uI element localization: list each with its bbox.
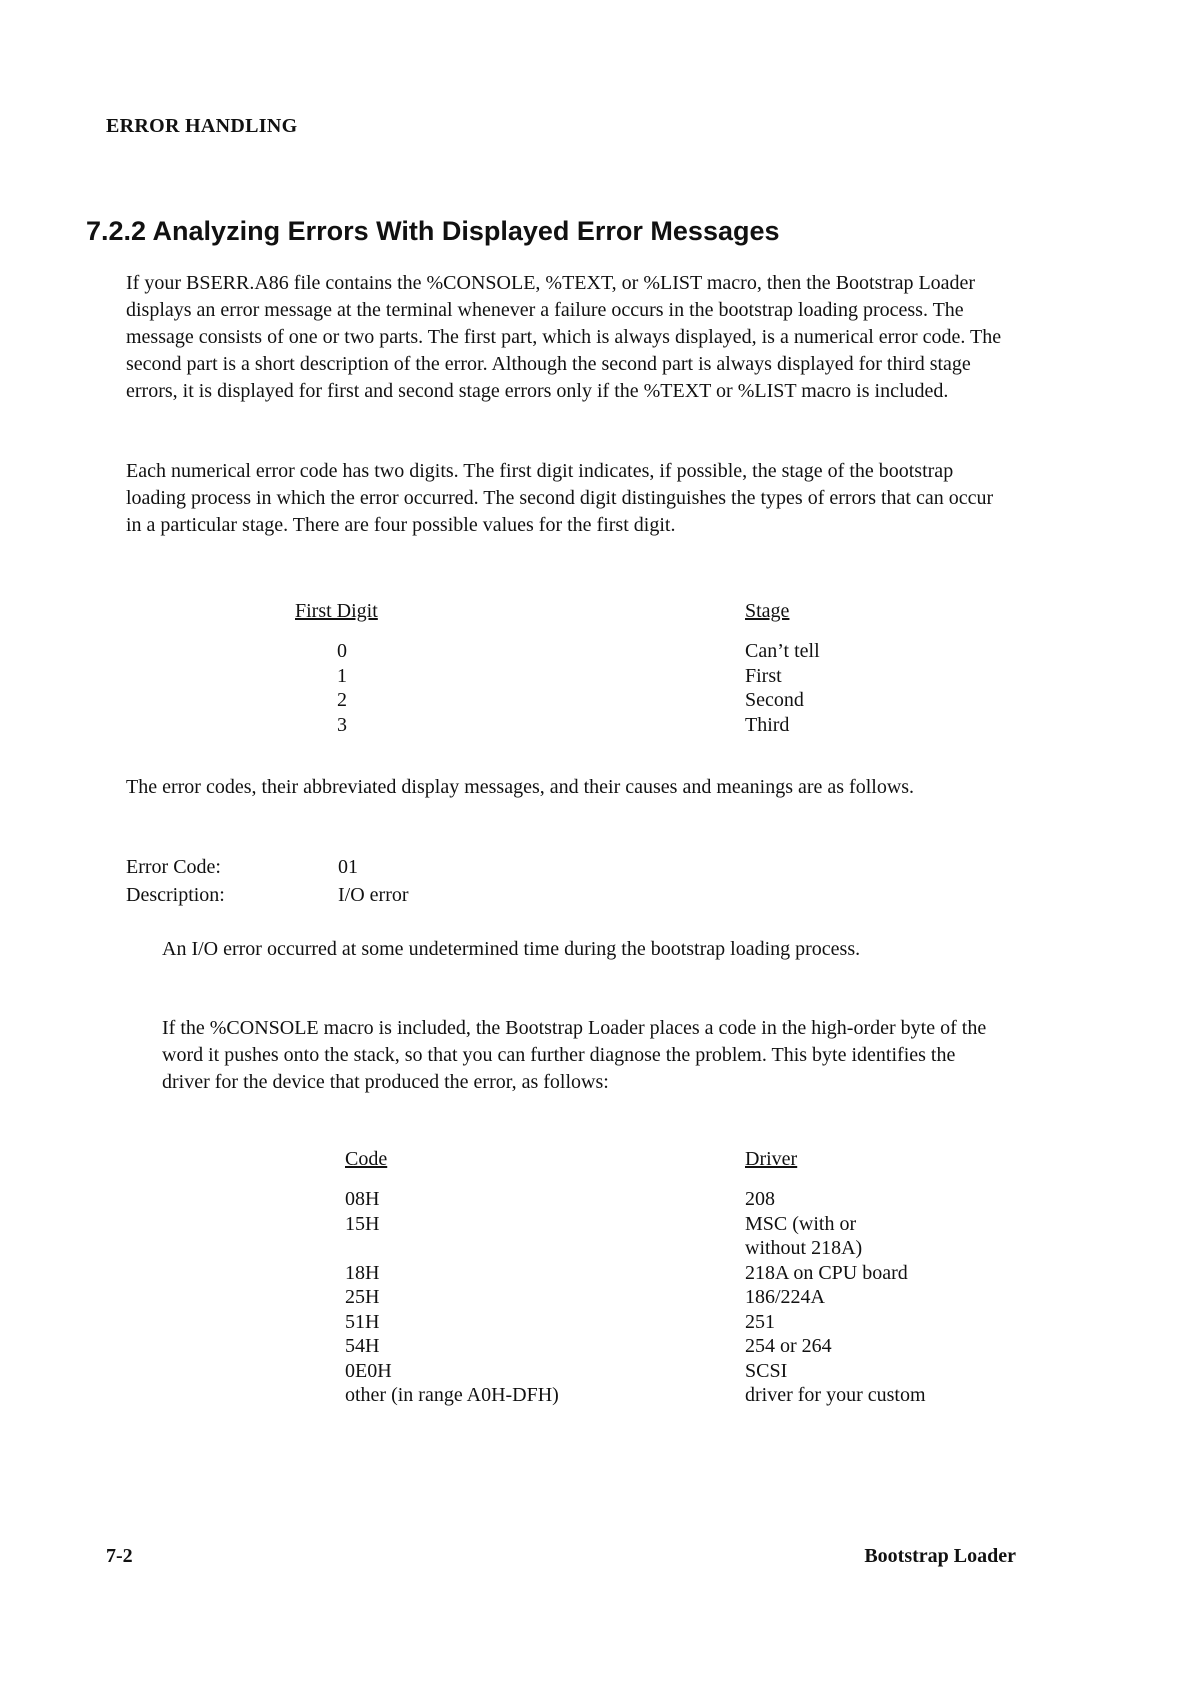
driver-cell: driver for your custom bbox=[745, 1384, 926, 1406]
table-row bbox=[345, 1383, 926, 1408]
book-title: Bootstrap Loader bbox=[864, 1545, 1016, 1567]
error-code-value: 01 bbox=[338, 856, 358, 878]
description-label: Description: bbox=[126, 884, 225, 906]
stage-cell: Second bbox=[745, 689, 804, 711]
table-row bbox=[345, 1236, 926, 1261]
digit-cell: 1 bbox=[337, 664, 347, 687]
stage-cell: Can’t tell bbox=[745, 640, 820, 662]
paragraph-codes-intro: The error codes, their abbreviated display messages, and their causes and meanings are as follows. bbox=[126, 776, 915, 798]
paragraph-error-codes: Each numerical error code has two digits. The first digit indicates, if possible, the stage of the bootstrap loading process in which the error occurred. The second digit distinguishes the types of errors that can occur in a particular stage. There are four possible values for the first digit. bbox=[126, 460, 994, 536]
driver-code-table bbox=[345, 1148, 926, 1408]
error-01-explanation: An I/O error occurred at some undetermined time during the bootstrap loading process. bbox=[162, 938, 861, 960]
table-row bbox=[345, 1187, 926, 1212]
driver-cell: 251 bbox=[745, 1310, 775, 1333]
table-row bbox=[345, 1334, 926, 1359]
code-cell: 0E0H bbox=[345, 1359, 392, 1382]
stage-cell: Third bbox=[745, 713, 790, 736]
code-cell: 51H bbox=[345, 1310, 380, 1333]
code-cell: 25H bbox=[345, 1286, 380, 1308]
driver-cell: 254 or 264 bbox=[745, 1335, 832, 1357]
code-cell: 15H bbox=[345, 1212, 380, 1235]
paragraph-intro: If your BSERR.A86 file contains the %CONSOLE, %TEXT, or %LIST macro, then the Bootstrap Loader displays an error message at the terminal whenever a failure occurs in the bootstrap loading process. The message consists of one or two parts. The first part, which is always displayed, is a numerical error code. The second part is a short description of the error. Although the second part is always displayed for third stage errors, it is displayed for first and second stage errors only if the %TEXT or %LIST macro is included. bbox=[126, 272, 1002, 402]
digit-cell: 0 bbox=[337, 640, 347, 662]
error-code-label: Error Code: bbox=[126, 856, 221, 878]
code-cell: 08H bbox=[345, 1188, 380, 1210]
code-cell: other (in range A0H-DFH) bbox=[345, 1384, 559, 1406]
driver-cell: 218A on CPU board bbox=[745, 1261, 908, 1284]
table-row bbox=[345, 1212, 926, 1237]
code-cell: 54H bbox=[345, 1335, 380, 1357]
table-row bbox=[295, 639, 820, 664]
table-row bbox=[295, 664, 820, 689]
section-title: 7.2.2 Analyzing Errors With Displayed Error Messages bbox=[86, 216, 780, 246]
running-head: ERROR HANDLING bbox=[106, 115, 298, 137]
driver-cell: 208 bbox=[745, 1188, 775, 1210]
table-row bbox=[345, 1359, 926, 1384]
driver-cell: SCSI bbox=[745, 1359, 788, 1382]
table-row bbox=[295, 688, 820, 713]
description-value: I/O error bbox=[338, 884, 409, 906]
table-row bbox=[345, 1261, 926, 1286]
code-header: Code bbox=[345, 1148, 388, 1170]
digit-cell: 3 bbox=[337, 713, 347, 736]
first-digit-header: First Digit bbox=[295, 600, 378, 622]
code-cell: 18H bbox=[345, 1261, 380, 1284]
driver-cell: MSC (with or bbox=[745, 1212, 857, 1235]
error-01-console-note: If the %CONSOLE macro is included, the Bootstrap Loader places a code in the high-order byte of the word it pushes onto the stack, so that you can further diagnose the problem. This byte identifies the driver for the device that produced the error, as follows: bbox=[162, 1017, 987, 1093]
table-row bbox=[345, 1285, 926, 1310]
digit-cell: 2 bbox=[337, 689, 347, 711]
table-row bbox=[295, 713, 820, 738]
first-digit-table bbox=[295, 600, 820, 737]
driver-cell: 186/224A bbox=[745, 1286, 825, 1308]
code-cell bbox=[345, 1236, 745, 1261]
stage-header: Stage bbox=[745, 600, 790, 622]
page-number: 7-2 bbox=[106, 1545, 133, 1567]
table-row bbox=[345, 1310, 926, 1335]
driver-header: Driver bbox=[745, 1148, 798, 1170]
driver-cell: without 218A) bbox=[745, 1237, 863, 1259]
stage-cell: First bbox=[745, 664, 782, 687]
